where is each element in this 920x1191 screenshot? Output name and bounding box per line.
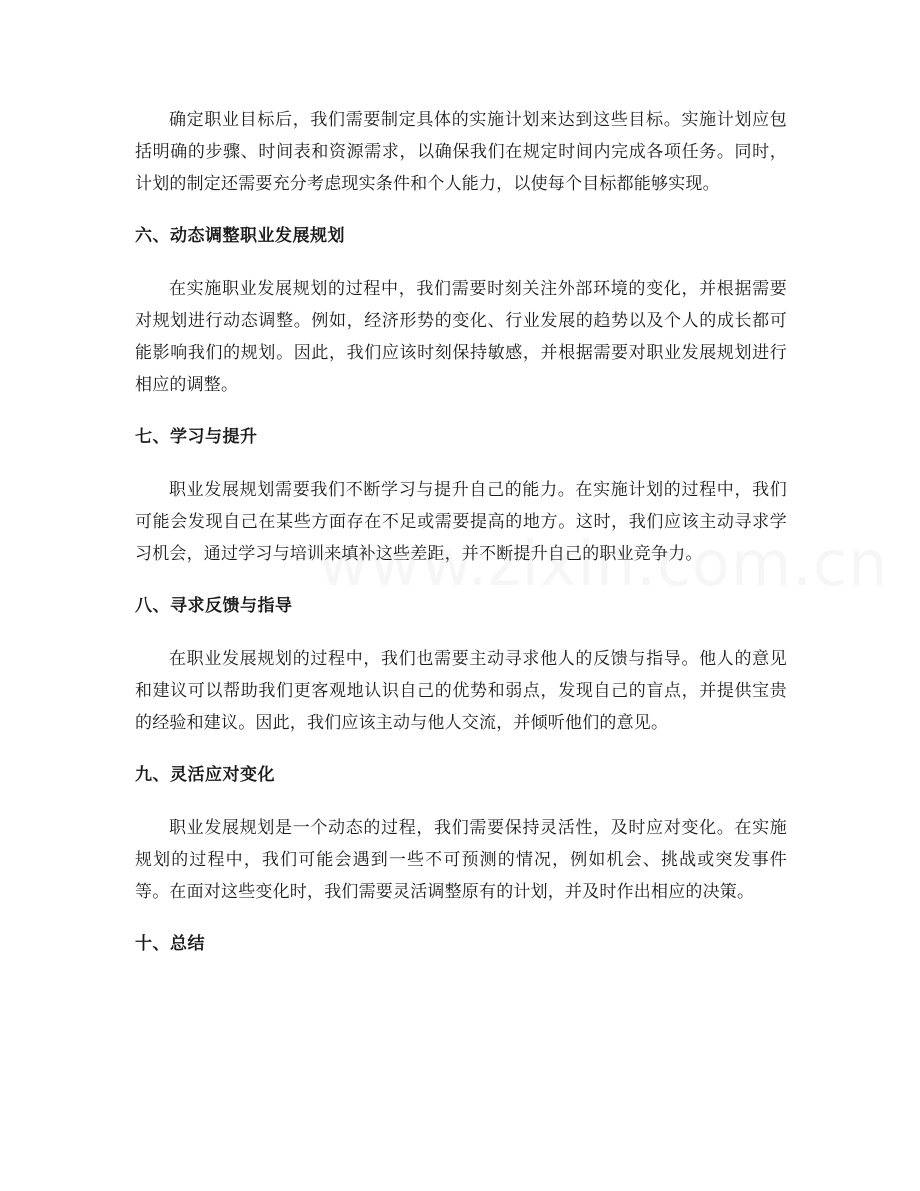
heading-flexibility: 九、灵活应对变化 <box>135 765 275 785</box>
paragraph-dynamic-adjustment: 在实施职业发展规划的过程中，我们需要时刻关注外部环境的变化，并根据需要对规划进行动态调整。例如，经济形势的变化、行业发展的趋势以及个人的成长都可能影响我们的规划。因此，我们应该时刻保持敏感，并根据需要对职业发展规划进行相应的调整。 <box>135 279 787 395</box>
heading-feedback: 八、寻求反馈与指导 <box>135 596 293 616</box>
paragraph-learning: 职业发展规划需要我们不断学习与提升自己的能力。在实施计划的过程中，我们可能会发现自己在某些方面存在不足或需要提高的地方。这时，我们应该主动寻求学习机会，通过学习与培训来填补这些差距，并不断提升自己的职业竞争力。 <box>135 480 787 564</box>
heading-learning: 七、学习与提升 <box>135 427 258 447</box>
paragraph-implementation-plan: 确定职业目标后，我们需要制定具体的实施计划来达到这些目标。实施计划应包括明确的步骤、时间表和资源需求，以确保我们在规定时间内完成各项任务。同时，计划的制定还需要充分考虑现实条件和个人能力，以使每个目标都能够实现。 <box>135 110 787 194</box>
heading-summary: 十、总结 <box>135 934 205 954</box>
paragraph-flexibility: 职业发展规划是一个动态的过程，我们需要保持灵活性，及时应对变化。在实施规划的过程中，我们可能会遇到一些不可预测的情况，例如机会、挑战或突发事件等。在面对这些变化时，我们需要灵活调整原有的计划，并及时作出相应的决策。 <box>135 818 787 902</box>
heading-dynamic-adjustment: 六、动态调整职业发展规划 <box>135 226 345 246</box>
paragraph-feedback: 在职业发展规划的过程中，我们也需要主动寻求他人的反馈与指导。他人的意见和建议可以帮助我们更客观地认识自己的优势和弱点，发现自己的盲点，并提供宝贵的经验和建议。因此，我们应该主动与他人交流，并倾听他们的意见。 <box>135 649 787 733</box>
document-body <box>135 104 787 960</box>
